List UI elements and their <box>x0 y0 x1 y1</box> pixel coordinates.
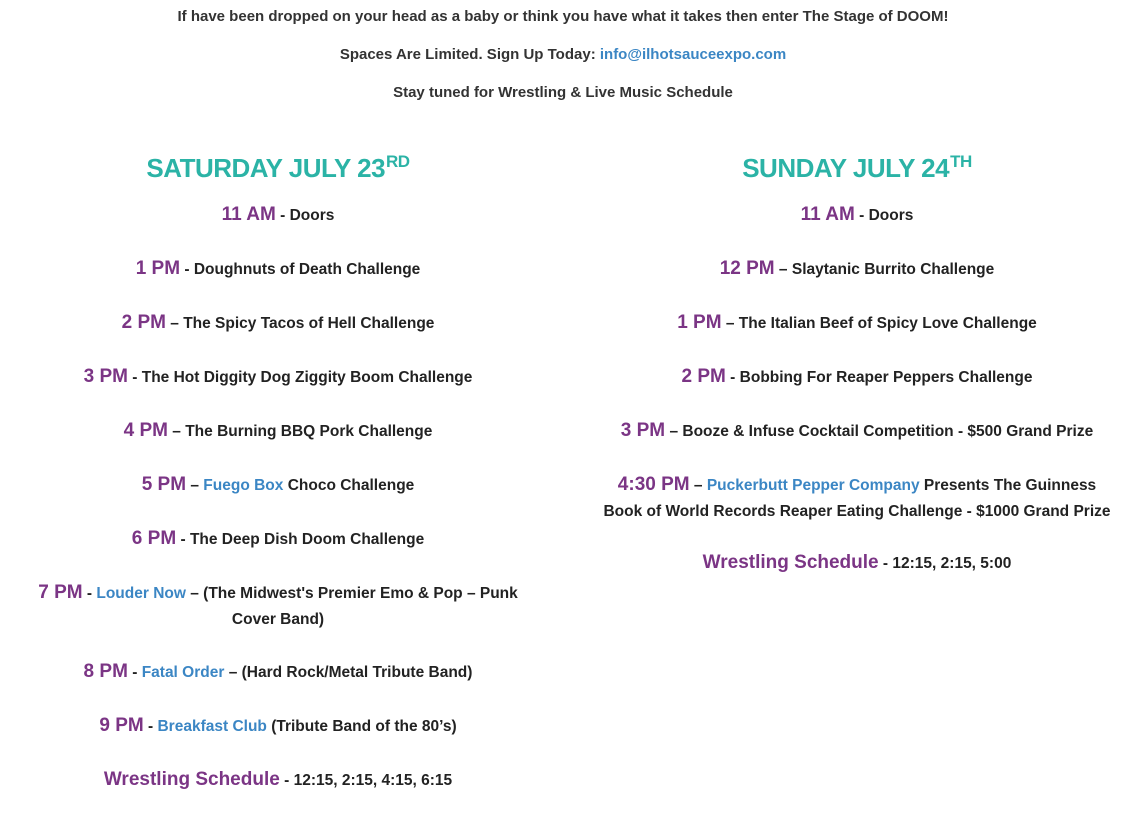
schedule-item <box>20 526 536 553</box>
item-text: The Hot Diggity Dog Ziggity Boom Challenge <box>141 369 473 386</box>
item-separator: – <box>167 423 186 440</box>
wrestling-times: 12:15, 2:15, 5:00 <box>892 555 1012 572</box>
item-time: 2 PM <box>121 312 166 333</box>
schedule-item <box>598 256 1116 283</box>
wrestling-schedule <box>598 550 1116 577</box>
sunday-heading <box>598 148 1116 188</box>
item-text: Booze & Infuse Cocktail Competition - $500 Grand Prize <box>682 423 1094 440</box>
item-separator: - <box>725 369 740 386</box>
saturday-heading <box>20 148 536 188</box>
item-separator: – <box>665 423 683 440</box>
item-separator: - <box>127 664 142 681</box>
louder-now-link[interactable]: Louder Now <box>96 585 186 602</box>
schedule-item <box>20 659 536 686</box>
item-time: 3 PM <box>620 420 666 441</box>
item-time: 11 AM <box>800 204 855 225</box>
schedule-item <box>598 418 1116 445</box>
wrestling-label: Wrestling Schedule <box>702 552 879 573</box>
item-text: Choco Challenge <box>283 477 415 494</box>
item-separator: - <box>279 772 294 789</box>
item-text: The Spicy Tacos of Hell Challenge <box>183 315 435 332</box>
wrestling-schedule <box>20 767 536 794</box>
item-text: Doors <box>868 207 914 224</box>
intro-text: If have been dropped on your head as a baby or think you have what it takes then enter The Stage of DOOM! <box>177 8 949 25</box>
item-time: 11 AM <box>221 204 276 225</box>
item-separator: – <box>689 477 707 494</box>
schedule-item <box>20 713 536 740</box>
schedule-item <box>598 472 1116 525</box>
fuego-box-link[interactable]: Fuego Box <box>203 477 284 494</box>
item-time: 4:30 PM <box>617 474 690 495</box>
schedule-item <box>20 256 536 283</box>
item-text: The Deep Dish Doom Challenge <box>189 531 425 548</box>
item-separator: - <box>143 718 158 735</box>
item-separator: - <box>180 261 194 278</box>
saturday-heading-suffix: RD <box>386 152 410 171</box>
item-separator: - <box>127 369 142 386</box>
sunday-heading-text: SUNDAY JULY 24 <box>742 153 950 183</box>
schedule-item <box>598 364 1116 391</box>
puckerbutt-link[interactable]: Puckerbutt Pepper Company <box>706 477 920 494</box>
item-text: Doors <box>289 207 335 224</box>
item-time: 8 PM <box>83 661 128 682</box>
item-separator: – <box>721 315 739 332</box>
schedule-item <box>20 580 536 633</box>
item-text: Bobbing For Reaper Peppers Challenge <box>739 369 1033 386</box>
item-separator: - <box>82 585 97 602</box>
item-time: 1 PM <box>135 258 181 279</box>
schedule-item <box>20 202 536 229</box>
item-text: Slaytanic Burrito Challenge <box>791 261 995 278</box>
fatal-order-link[interactable]: Fatal Order <box>141 664 225 681</box>
item-separator: – <box>165 315 184 332</box>
item-time: 7 PM <box>38 582 83 603</box>
item-time: 4 PM <box>123 420 168 441</box>
stay-tuned-text: Stay tuned for Wrestling & Live Music Schedule <box>393 84 733 101</box>
schedule-item <box>598 202 1116 229</box>
signup-line <box>0 45 1126 65</box>
item-separator: – <box>774 261 792 278</box>
item-separator: - <box>275 207 290 224</box>
item-time: 5 PM <box>141 474 187 495</box>
schedule-item <box>20 418 536 445</box>
wrestling-times: 12:15, 2:15, 4:15, 6:15 <box>293 772 453 789</box>
schedule-item <box>20 310 536 337</box>
email-link[interactable]: info@ilhotsauceexpo.com <box>599 46 787 63</box>
saturday-heading-text: SATURDAY JULY 23 <box>146 153 386 183</box>
item-time: 9 PM <box>99 715 144 736</box>
item-time: 3 PM <box>83 366 128 387</box>
item-time: 6 PM <box>131 528 177 549</box>
signup-text: Spaces Are Limited. Sign Up Today: <box>339 46 600 63</box>
item-text: The Italian Beef of Spicy Love Challenge <box>738 315 1037 332</box>
item-text: – (The Midwest's Premier Emo & Pop – Punk Cover Band) <box>185 585 518 628</box>
item-time: 12 PM <box>719 258 775 279</box>
item-text: The Burning BBQ Pork Challenge <box>185 423 433 440</box>
item-time: 1 PM <box>677 312 722 333</box>
item-separator: – <box>186 477 204 494</box>
item-text: Doughnuts of Death Challenge <box>193 261 421 278</box>
item-text: Presents The Guinness Book of World Records Reaper Eating Challenge - $1000 Grand Prize <box>603 477 1111 520</box>
sunday-heading-suffix: TH <box>950 152 972 171</box>
item-text: – (Hard Rock/Metal Tribute Band) <box>224 664 473 681</box>
item-text: (Tribute Band of the 80’s) <box>266 718 457 735</box>
item-time: 2 PM <box>681 366 726 387</box>
schedule-item <box>20 364 536 391</box>
schedule-item <box>598 310 1116 337</box>
item-separator: - <box>878 555 893 572</box>
item-separator: - <box>854 207 869 224</box>
breakfast-club-link[interactable]: Breakfast Club <box>157 718 267 735</box>
schedule-item <box>20 472 536 499</box>
item-separator: - <box>176 531 190 548</box>
wrestling-label: Wrestling Schedule <box>103 769 280 790</box>
